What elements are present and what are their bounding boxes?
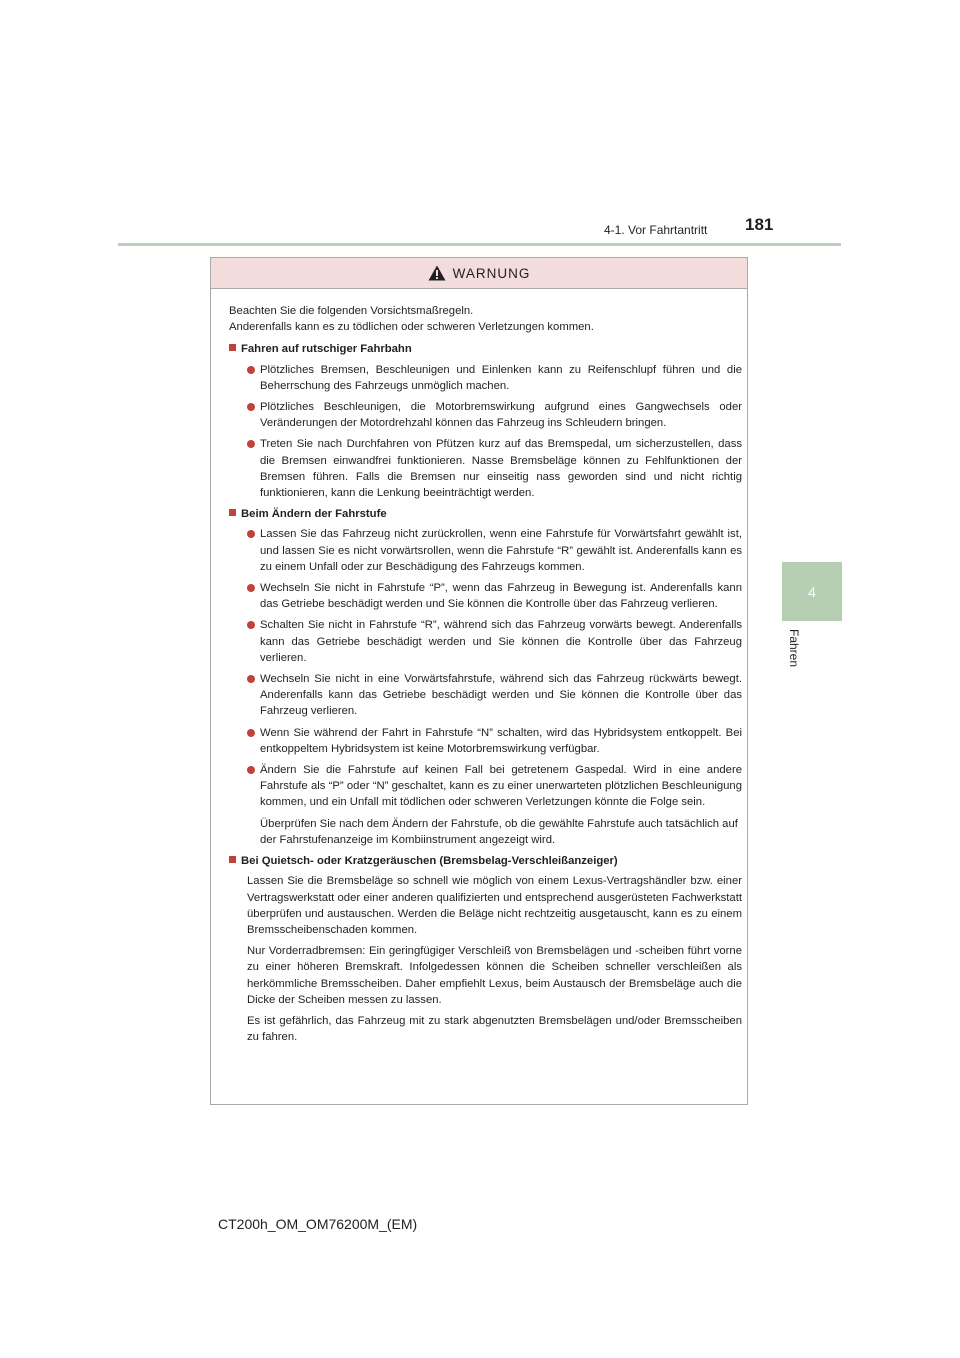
chapter-label: Fahren [787,629,801,668]
bullet-item [229,671,742,720]
bullet-text: Ändern Sie die Fahrstufe auf keinen Fall bei getretenem Gaspedal. Wird in eine andere Fahrstufe als “P” oder “N” geschaltet, kann es zu einer unerwarteten plötzlichen Beschleunigung kommen, und ein Unfall mit tödlichen oder schweren Verletzungen könnte die Folge sein. [260,764,742,809]
intro-line: Anderenfalls kann es zu tödlichen oder schweren Verletzungen kommen. [229,321,594,334]
bullet-item [229,436,742,501]
square-bullet-icon [229,856,236,863]
square-bullet-icon [229,509,236,516]
warning-header [211,258,747,289]
bullet-text: Schalten Sie nicht in Fahrstufe “R”, während sich das Fahrzeug vorwärts bewegt. Anderenfalls kann das Getriebe beschädigt werden und Sie können die Kontrolle über das Fahrzeug verlieren. [260,619,742,664]
section-paragraph: Nur Vorderradbremsen: Ein geringfügiger Verschleiß von Bremsbelägen und -scheiben führt vorne zu einer höheren Bremskraft. Infolgedessen können die Scheiben schneller verschleißen als herkömmliche Bremsscheiben. Daher empfiehlt Lexus, beim Austausch der Bremsbeläge auch die Dicke der Scheiben messen zu lassen. [247,945,742,1006]
bullet-text: Wenn Sie während der Fahrt in Fahrstufe “N” schalten, wird das Hybridsystem entkoppelt. Bei entkoppeltem Hybridsystem ist keine Motorbremswirkung verfügbar. [260,726,742,755]
bullet-item [229,762,742,811]
document-code: CT200h_OM_OM76200M_(EM) [218,1216,418,1232]
bullet-item [229,362,742,394]
bullet-dot-icon [247,403,255,411]
intro-line: Beachten Sie die folgenden Vorsichtsmaßregeln. [229,305,474,317]
warning-title: WARNUNG [452,265,531,281]
bullet-item [229,725,742,757]
section-heading [229,853,742,869]
bullet-item [229,399,742,431]
bullet-text: Plötzliches Beschleunigen, die Motorbremswirkung aufgrund eines Gangwechsels oder Veränderungen der Motordrehzahl können das Fahrzeug ins Schleudern bringen. [260,401,742,430]
section-heading [229,341,742,357]
chapter-number: 4 [808,583,816,600]
section-label: 4-1. Vor Fahrtantritt [604,223,708,237]
warning-triangle-icon [428,265,446,281]
section-heading-text: Fahren auf rutschiger Fahrbahn [241,343,412,356]
bullet-text: Treten Sie nach Durchfahren von Pfützen kurz auf das Bremspedal, um sicherzustellen, dass die Bremsen einwandfrei funktionieren. Nasse Bremsbeläge können zu Fehlfunktionen der Bremsen führen. Falls die Bremsen nur einseitig nass geworden sind und nicht richtig funktionieren, kann die Lenkung beeinträchtigt werden. [260,438,742,500]
bullet-dot-icon [247,621,255,629]
section-paragraph: Es ist gefährlich, das Fahrzeug mit zu stark abgenutzten Bremsbelägen und/oder Bremsscheiben zu fahren. [247,1014,742,1044]
bullet-item [229,580,742,612]
bullet-item [229,526,742,575]
bullet-text: Wechseln Sie nicht in Fahrstufe “P”, wenn das Fahrzeug in Bewegung ist. Anderenfalls kann das Getriebe beschädigt werden und Sie können die Kontrolle über das Fahrzeug verlieren. [260,582,742,611]
section-heading-text: Beim Ändern der Fahrstufe [241,508,387,521]
warning-box [210,257,748,1105]
bullet-text: Plötzliches Bremsen, Beschleunigen und Einlenken kann zu Reifenschlupf führen und die Beherrschung des Fahrzeugs unmöglich machen. [260,363,742,392]
section-heading-text: Bei Quietsch- oder Kratzgeräuschen (Bremsbelag-Verschleißanzeiger) [241,855,618,868]
bullet-dot-icon [247,366,255,374]
section-heading [229,506,742,522]
warning-body [211,289,747,1045]
header-rule [118,243,841,246]
bullet-dot-icon [247,766,255,774]
bullet-dot-icon [247,584,255,592]
bullet-dot-icon [247,675,255,683]
bullet-dot-icon [247,530,255,538]
section-paragraph: Lassen Sie die Bremsbeläge so schnell wie möglich von einem Lexus-Vertragshändler bzw. einer Vertragswerkstatt oder einer anderen qualifizierten und entsprechend ausgerüsteten Fachwerkstatt überprüfen und austauschen. Werden die Beläge nicht rechtzeitig ausgetauscht, kann es zu einem Bremsscheibenschaden kommen. [247,875,742,936]
bullet-extra-paragraph: Überprüfen Sie nach dem Ändern der Fahrstufe, ob die gewählte Fahrstufe auch tatsächlich auf der Fahrstufenanzeige im Kombiinstrument angezeigt wird. [260,817,738,846]
warning-intro [229,303,742,335]
bullet-text: Lassen Sie das Fahrzeug nicht zurückrollen, wenn eine Fahrstufe für Vorwärtsfahrt gewählt ist, und lassen Sie es nicht vorwärtsrollen, wenn die Fahrstufe “R” gewählt ist. Anderenfalls kann es zu einem Unfall oder zur Beschädigung des Fahrzeugs kommen. [260,528,742,573]
bullet-dot-icon [247,729,255,737]
bullet-text: Wechseln Sie nicht in eine Vorwärtsfahrstufe, während sich das Fahrzeug rückwärts bewegt. Anderenfalls kann das Getriebe beschädigt werden und Sie können die Kontrolle über das Fahrzeug verlieren. [260,673,742,718]
square-bullet-icon [229,344,236,351]
page-number: 181 [745,215,774,234]
chapter-tab [782,562,842,621]
bullet-dot-icon [247,440,255,448]
bullet-item [229,617,742,666]
